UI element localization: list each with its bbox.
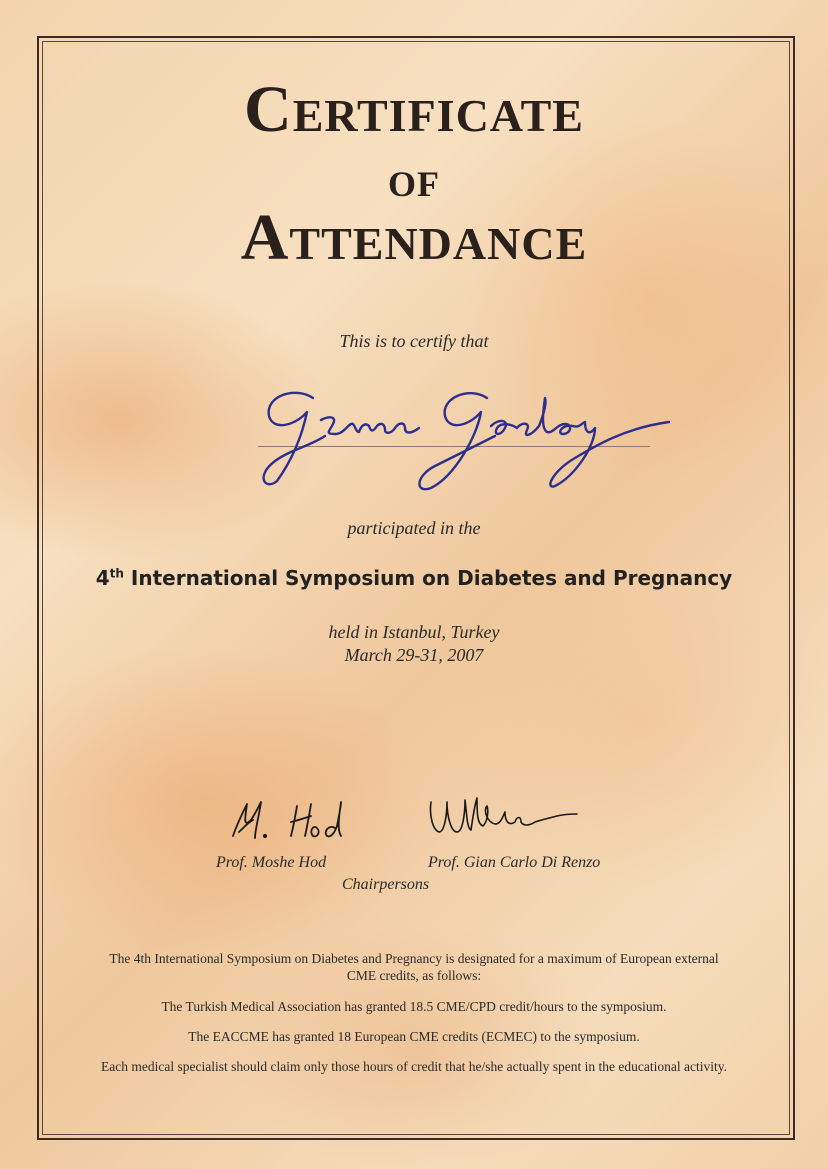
credits-paragraph-1: The 4th International Symposium on Diabetes and Pregnancy is designated for a maximum of European external CME credits, as follows:	[109, 951, 719, 983]
chair2-name: Prof. Gian Carlo Di Renzo	[428, 854, 601, 871]
event-location: held in Istanbul, Turkey	[328, 622, 500, 642]
participant-signature	[255, 376, 675, 496]
chair2-signature	[425, 792, 585, 840]
title-certificate: CERTIFICATE	[244, 73, 584, 146]
credits-paragraph-4: Each medical specialist should claim only those hours of credit that he/she actually spent in the educational activity.	[101, 1059, 727, 1074]
participated-text: participated in the	[347, 518, 481, 538]
event-title: 4th International Symposium on Diabetes and Pregnancy	[95, 566, 733, 590]
chair1-name: Prof. Moshe Hod	[216, 854, 327, 871]
credits-paragraph-2: The Turkish Medical Association has granted 18.5 CME/CPD credit/hours to the symposium.	[161, 999, 667, 1014]
chair1-signature	[225, 796, 355, 846]
chairpersons-label: Chairpersons	[342, 876, 430, 893]
title-attendance: ATTENDANCE	[240, 201, 588, 274]
credits-paragraph-3: The EACCME has granted 18 European CME credits (ECMEC) to the symposium.	[188, 1029, 640, 1044]
event-dates: March 29-31, 2007	[344, 645, 484, 665]
title-of: OF	[388, 164, 440, 204]
certify-text: This is to certify that	[339, 331, 489, 351]
